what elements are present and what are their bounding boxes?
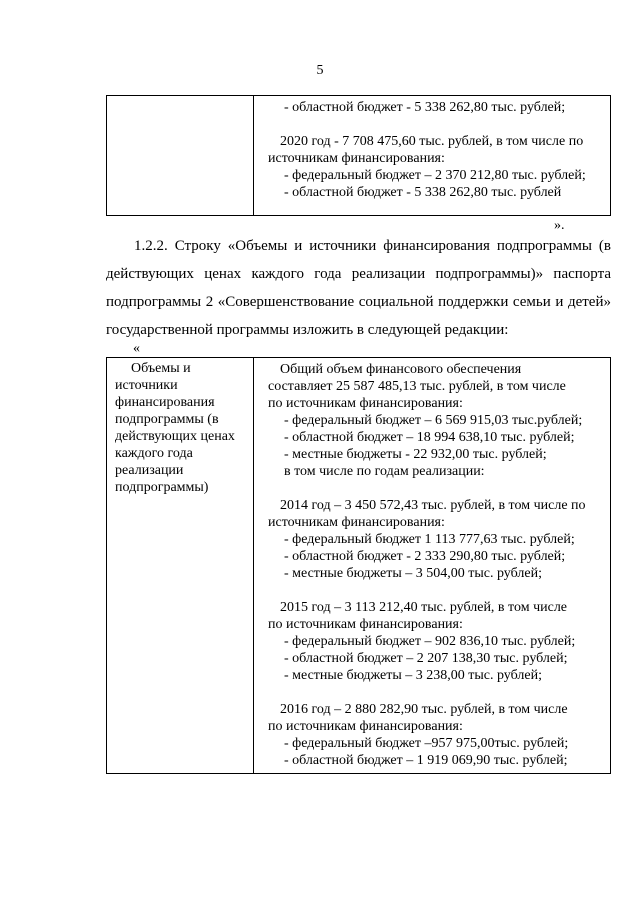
amendment-paragraph — [106, 232, 611, 344]
paragraph-line: государственной программы изложить в следующей редакции: — [106, 322, 509, 338]
budget-line: - федеральный бюджет –957 975,00тыс. рублей; — [284, 736, 569, 751]
table-left-cell-empty — [107, 96, 254, 216]
budget-line: - областной бюджет – 1 919 069,90 тыс. рублей; — [284, 753, 568, 768]
budget-line: - федеральный бюджет 1 113 777,63 тыс. рублей; — [284, 532, 575, 547]
line-gap — [268, 480, 604, 497]
budget-line: - областной бюджет - 5 338 262,80 тыс. рублей — [284, 185, 562, 200]
budget-line: 2020 год - 7 708 475,60 тыс. рублей, в том числе по — [280, 134, 584, 149]
header-line: Объемы и — [131, 361, 191, 376]
table-right-cell — [254, 96, 611, 216]
budget-line: составляет 25 587 485,13 тыс. рублей, в том числе — [268, 379, 566, 394]
budget-line: по источникам финансирования: — [268, 719, 463, 734]
budget-line: источникам финансирования: — [268, 151, 445, 166]
header-line: подпрограммы (в — [115, 412, 219, 427]
budget-line: по источникам финансирования: — [268, 617, 463, 632]
header-line: финансирования — [115, 395, 215, 410]
budget-line: - местные бюджеты - 22 932,00 тыс. рублей; — [284, 447, 547, 462]
budget-line: Общий объем финансового обеспечения — [280, 362, 522, 377]
budget-line: - федеральный бюджет – 2 370 212,80 тыс. рублей; — [284, 168, 586, 183]
budget-line: 2016 год – 2 880 282,90 тыс. рублей, в том числе — [280, 702, 568, 717]
budget-line: 2014 год – 3 450 572,43 тыс. рублей, в том числе по — [280, 498, 586, 513]
paragraph-line: действующих ценах каждого года реализации подпрограммы)» паспорта — [106, 266, 611, 282]
paragraph-line: подпрограммы 2 «Совершенствование социальной поддержки семьи и детей» — [106, 294, 611, 310]
budget-line: - областной бюджет – 18 994 638,10 тыс. рублей; — [284, 430, 575, 445]
paragraph-line: 1.2.2. Строку «Объемы и источники финансирования подпрограммы (в — [134, 238, 611, 254]
header-line: действующих ценах — [115, 429, 235, 444]
budget-line: - областной бюджет - 2 333 290,80 тыс. рублей; — [284, 549, 566, 564]
opening-quote: « — [133, 341, 140, 356]
line-gap — [268, 684, 604, 701]
header-line: источники — [115, 378, 178, 393]
budget-table-main — [106, 357, 611, 774]
budget-line: - федеральный бюджет – 902 836,10 тыс. рублей; — [284, 634, 576, 649]
budget-line: - федеральный бюджет – 6 569 915,03 тыс.рублей; — [284, 413, 583, 428]
line-gap — [268, 116, 604, 133]
line-gap — [268, 582, 604, 599]
header-line: каждого года — [115, 446, 193, 461]
budget-table-continuation — [106, 95, 611, 216]
budget-line: источникам финансирования: — [268, 515, 445, 530]
page-number: 5 — [316, 63, 324, 78]
budget-line: в том числе по годам реализации: — [284, 464, 485, 479]
header-line: подпрограммы) — [115, 480, 209, 495]
budget-line: 2015 год – 3 113 212,40 тыс. рублей, в том числе — [280, 600, 568, 615]
budget-line: - областной бюджет – 2 207 138,30 тыс. рублей; — [284, 651, 568, 666]
table-right-cell — [254, 358, 611, 774]
table-header-cell — [107, 358, 254, 774]
budget-line: по источникам финансирования: — [268, 396, 463, 411]
budget-line: - местные бюджеты – 3 238,00 тыс. рублей; — [284, 668, 542, 683]
budget-line: - местные бюджеты – 3 504,00 тыс. рублей; — [284, 566, 542, 581]
header-line: реализации — [115, 463, 184, 478]
budget-line: - областной бюджет - 5 338 262,80 тыс. рублей; — [284, 100, 566, 115]
closing-quote: ». — [554, 218, 565, 233]
